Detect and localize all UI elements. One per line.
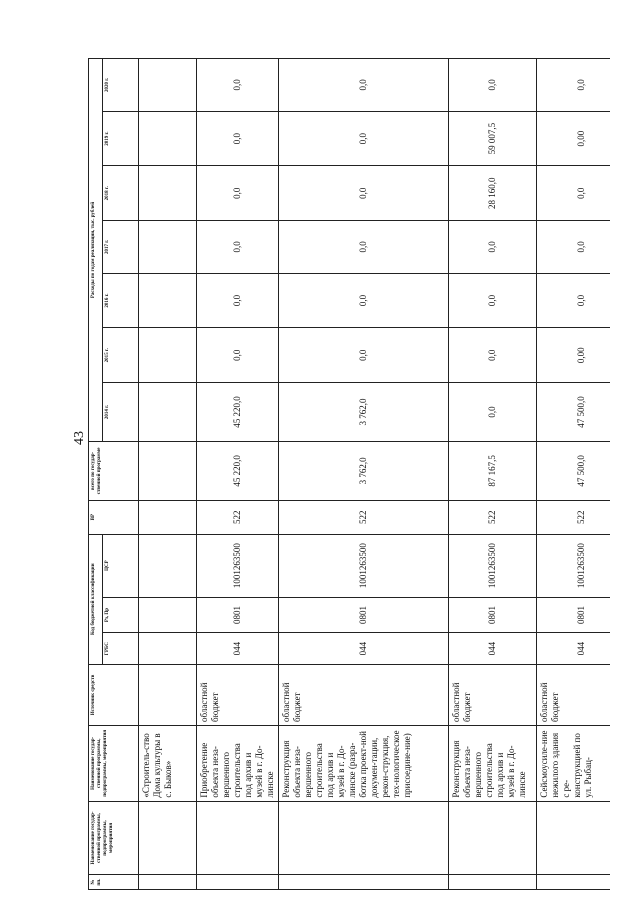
cell-rzpr xyxy=(139,597,197,633)
cell-program xyxy=(139,801,197,875)
cell-grbs: 044 xyxy=(197,633,279,665)
cell-rzpr: 0801 xyxy=(537,597,611,633)
cell-year-value: 0,0 xyxy=(279,273,449,328)
header-year: 2018 г. xyxy=(103,166,139,221)
cell-year-value xyxy=(139,221,197,274)
cell-year-value: 0,0 xyxy=(279,221,449,274)
header-grbs: ГРБС xyxy=(103,633,139,665)
header-csr: ЦСР xyxy=(103,534,139,597)
header-vr: ВР xyxy=(89,500,139,534)
cell-year-value: 28 160,0 xyxy=(449,166,537,221)
cell-year-value: 0,0 xyxy=(197,59,279,112)
cell-csr: 1001263500 xyxy=(279,534,449,597)
cell-year-value: 0,0 xyxy=(197,111,279,166)
table-row xyxy=(279,59,449,890)
cell-year-value xyxy=(139,111,197,166)
cell-total: 45 220,0 xyxy=(197,441,279,500)
cell-csr xyxy=(139,534,197,597)
cell-source: областной бюджет xyxy=(537,664,611,725)
header-program-name: Наименование государ-ственной программы, подпрограммы, мероприятия xyxy=(89,801,139,875)
table-row xyxy=(197,59,279,890)
cell-event: Сейсмоусиле-ние нежилого здания с ре-конструкцией по ул. Рыбац- xyxy=(537,725,611,801)
cell-vr xyxy=(139,500,197,534)
budget-table xyxy=(88,58,610,890)
cell-year-value: 45 220,0 xyxy=(197,383,279,442)
cell-rzpr: 0801 xyxy=(279,597,449,633)
header-total: всего по государ-ственной программе xyxy=(89,441,139,500)
cell-year-value: 0,0 xyxy=(537,221,611,274)
header-year: 2017 г. xyxy=(103,221,139,274)
header-year: 2014 г. xyxy=(103,383,139,442)
cell-year-value: 0,0 xyxy=(197,166,279,221)
cell-year-value: 0,0 xyxy=(197,328,279,383)
cell-event: Приобретение объекта неза-вершенного строительства под архив и музей в г. До-линске xyxy=(197,725,279,801)
cell-no xyxy=(139,875,197,890)
cell-year-value: 0,0 xyxy=(197,221,279,274)
cell-year-value xyxy=(139,59,197,112)
cell-year-value: 0,0 xyxy=(197,273,279,328)
cell-grbs: 044 xyxy=(537,633,611,665)
cell-event: Реконструкция объекта неза-вершенного строительства под архив и музей в г. До-линске (разра-ботка проект-ной докумен-тации, рекон-струкция, тех-нологическое присоедине-ние) xyxy=(279,725,449,801)
cell-year-value xyxy=(139,383,197,442)
header-expenses: Расходы по годам реализации, тыс. рублей xyxy=(89,59,103,442)
cell-year-value: 0,00 xyxy=(537,328,611,383)
cell-event: «Строитель-ство Дома культуры в с. Быков» xyxy=(139,725,197,801)
cell-year-value: 0,0 xyxy=(449,273,537,328)
table-row xyxy=(449,59,537,890)
cell-year-value: 0,0 xyxy=(279,111,449,166)
cell-year-value xyxy=(139,328,197,383)
cell-csr: 1001263500 xyxy=(197,534,279,597)
cell-event: Реконструкция объекта неза-вершенного строительства под архив и музей в г. До-линске xyxy=(449,725,537,801)
cell-total: 47 500,0 xyxy=(537,441,611,500)
cell-year-value: 59 007,5 xyxy=(449,111,537,166)
cell-program xyxy=(197,801,279,875)
cell-year-value: 3 762,0 xyxy=(279,383,449,442)
header-year: 2016 г. xyxy=(103,273,139,328)
cell-total: 3 762,0 xyxy=(279,441,449,500)
cell-grbs xyxy=(139,633,197,665)
cell-program xyxy=(449,801,537,875)
cell-year-value: 47 500,0 xyxy=(537,383,611,442)
cell-year-value: 0,0 xyxy=(537,166,611,221)
header-year: 2020 г. xyxy=(103,59,139,112)
header-event-name: Наименование государ-ственной программы, подпрограммы, мероприятия xyxy=(89,725,139,801)
cell-csr: 1001263500 xyxy=(449,534,537,597)
cell-no xyxy=(449,875,537,890)
cell-year-value xyxy=(139,166,197,221)
cell-rzpr: 0801 xyxy=(449,597,537,633)
cell-no xyxy=(537,875,611,890)
header-year: 2015 г. xyxy=(103,328,139,383)
cell-vr: 522 xyxy=(449,500,537,534)
cell-year-value: 0,00 xyxy=(537,111,611,166)
header-rz-pr: Рз, Пр xyxy=(103,597,139,633)
cell-year-value: 0,0 xyxy=(449,383,537,442)
cell-year-value: 0,0 xyxy=(279,166,449,221)
header-budget-class: Код бюджетной классификации xyxy=(89,534,103,664)
cell-no xyxy=(197,875,279,890)
cell-grbs: 044 xyxy=(449,633,537,665)
cell-vr: 522 xyxy=(197,500,279,534)
cell-year-value: 0,0 xyxy=(537,273,611,328)
page-number: 43 xyxy=(72,431,87,445)
budget-table-scan xyxy=(88,58,610,890)
cell-source: областной бюджет xyxy=(197,664,279,725)
cell-program xyxy=(279,801,449,875)
cell-source: областной бюджет xyxy=(449,664,537,725)
rotated-table xyxy=(88,58,610,890)
header-source: Источник средств xyxy=(89,664,139,725)
cell-year-value: 0,0 xyxy=(537,59,611,112)
cell-year-value: 0,0 xyxy=(449,221,537,274)
cell-program xyxy=(537,801,611,875)
table-row xyxy=(537,59,611,890)
cell-total: 87 167,5 xyxy=(449,441,537,500)
cell-year-value: 0,0 xyxy=(279,328,449,383)
table-row xyxy=(139,59,197,890)
cell-rzpr: 0801 xyxy=(197,597,279,633)
cell-grbs: 044 xyxy=(279,633,449,665)
cell-no xyxy=(279,875,449,890)
cell-vr: 522 xyxy=(279,500,449,534)
cell-year-value: 0,0 xyxy=(449,328,537,383)
cell-total xyxy=(139,441,197,500)
cell-csr: 1001263500 xyxy=(537,534,611,597)
cell-vr: 522 xyxy=(537,500,611,534)
cell-year-value: 0,0 xyxy=(449,59,537,112)
cell-year-value: 0,0 xyxy=(279,59,449,112)
header-no: № пп. xyxy=(89,875,139,890)
cell-source xyxy=(139,664,197,725)
cell-year-value xyxy=(139,273,197,328)
cell-source: областной бюджет xyxy=(279,664,449,725)
header-year: 2019 г. xyxy=(103,111,139,166)
